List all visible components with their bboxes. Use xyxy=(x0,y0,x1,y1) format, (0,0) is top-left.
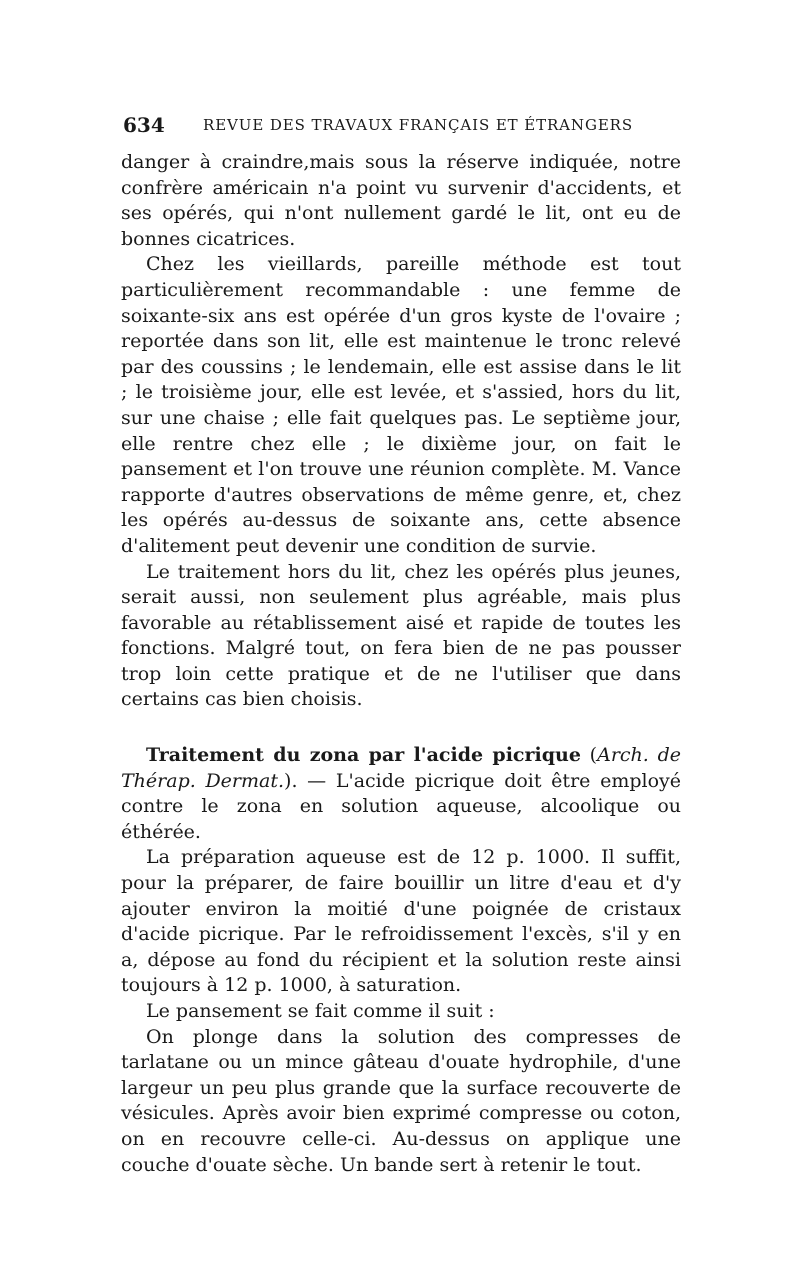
journal-title: REVUE DES TRAVAUX FRANÇAIS ET ÉTRANGERS xyxy=(203,116,634,134)
section-source: Arch. de Thérap. Dermat. xyxy=(121,744,682,792)
paragraph-younger: Le traitement hors du lit, chez les opérés plus jeunes, serait aussi, non seulement plus agréable, mais plus favorable au rétablissement aisé et rapide de toutes les fonctions. Malgré tout, on fera bien de ne pas pousser trop loin cette pratique et de ne l'utiliser que dans certains cas bien choisis. xyxy=(121,560,681,711)
paragraph-continuation: danger à craindre,mais sous la réserve indiquée, notre confrère américain n'a point vu survenir d'accidents, et ses opérés, qui n'ont nullement gardé le lit, ont eu de bonnes cicatrices. xyxy=(121,151,681,250)
paragraph-dressing-intro: Le pansement se fait comme il suit : xyxy=(146,1000,495,1022)
source-close: ). xyxy=(284,769,298,792)
section-intro: — L'acide picrique doit être employé contre le zona en solution aqueuse, alcoolique ou éthérée. xyxy=(121,769,681,843)
source-open: ( xyxy=(580,744,598,767)
page-number: 634 xyxy=(123,113,165,137)
section-title: Traitement du zona par l'acide picrique xyxy=(146,744,581,767)
body-text xyxy=(121,150,681,1178)
section-divider xyxy=(121,713,681,743)
running-head xyxy=(123,113,683,141)
paragraph-elderly: Chez les vieillards, pareille méthode est tout particulièrement recommandable : une femme de soixante-six ans est opérée d'un gros kyste de l'ovaire ; reportée dans son lit, elle est maintenue le tronc relevé par des coussins ; le lendemain, elle est assise dans le lit ; le troisième jour, elle est levée, et s'assied, hors du lit, sur une chaise ; elle fait quelques pas. Le septième jour, elle rentre chez elle ; le dixième jour, on fait le pansement et l'on trouve une réunion complète. M. Vance rapporte d'autres observations de même genre, et, chez les opérés au-dessus de soixante ans, cette absence d'alitement peut devenir une condition de survie. xyxy=(121,253,681,557)
section-heading-paragraph xyxy=(121,743,681,845)
paragraph-preparation: La préparation aqueuse est de 12 p. 1000. Il suffit, pour la préparer, de faire bouillir un litre d'eau et d'y ajouter environ la moitié d'une poignée de cristaux d'acide picrique. Par le refroidissement l'excès, s'il y en a, dépose au fond du récipient et la solution reste ainsi toujours à 12 p. 1000, à saturation. xyxy=(121,846,681,997)
paragraph-dressing-method: On plonge dans la solution des compresses de tarlatane ou un mince gâteau d'ouate hydrophile, d'une largeur un peu plus grande que la surface recouverte de vésicules. Après avoir bien exprimé compresse ou coton, on en recouvre celle-ci. Au-dessus on applique une couche d'ouate sèche. Un bande sert à retenir le tout. xyxy=(121,1025,681,1176)
